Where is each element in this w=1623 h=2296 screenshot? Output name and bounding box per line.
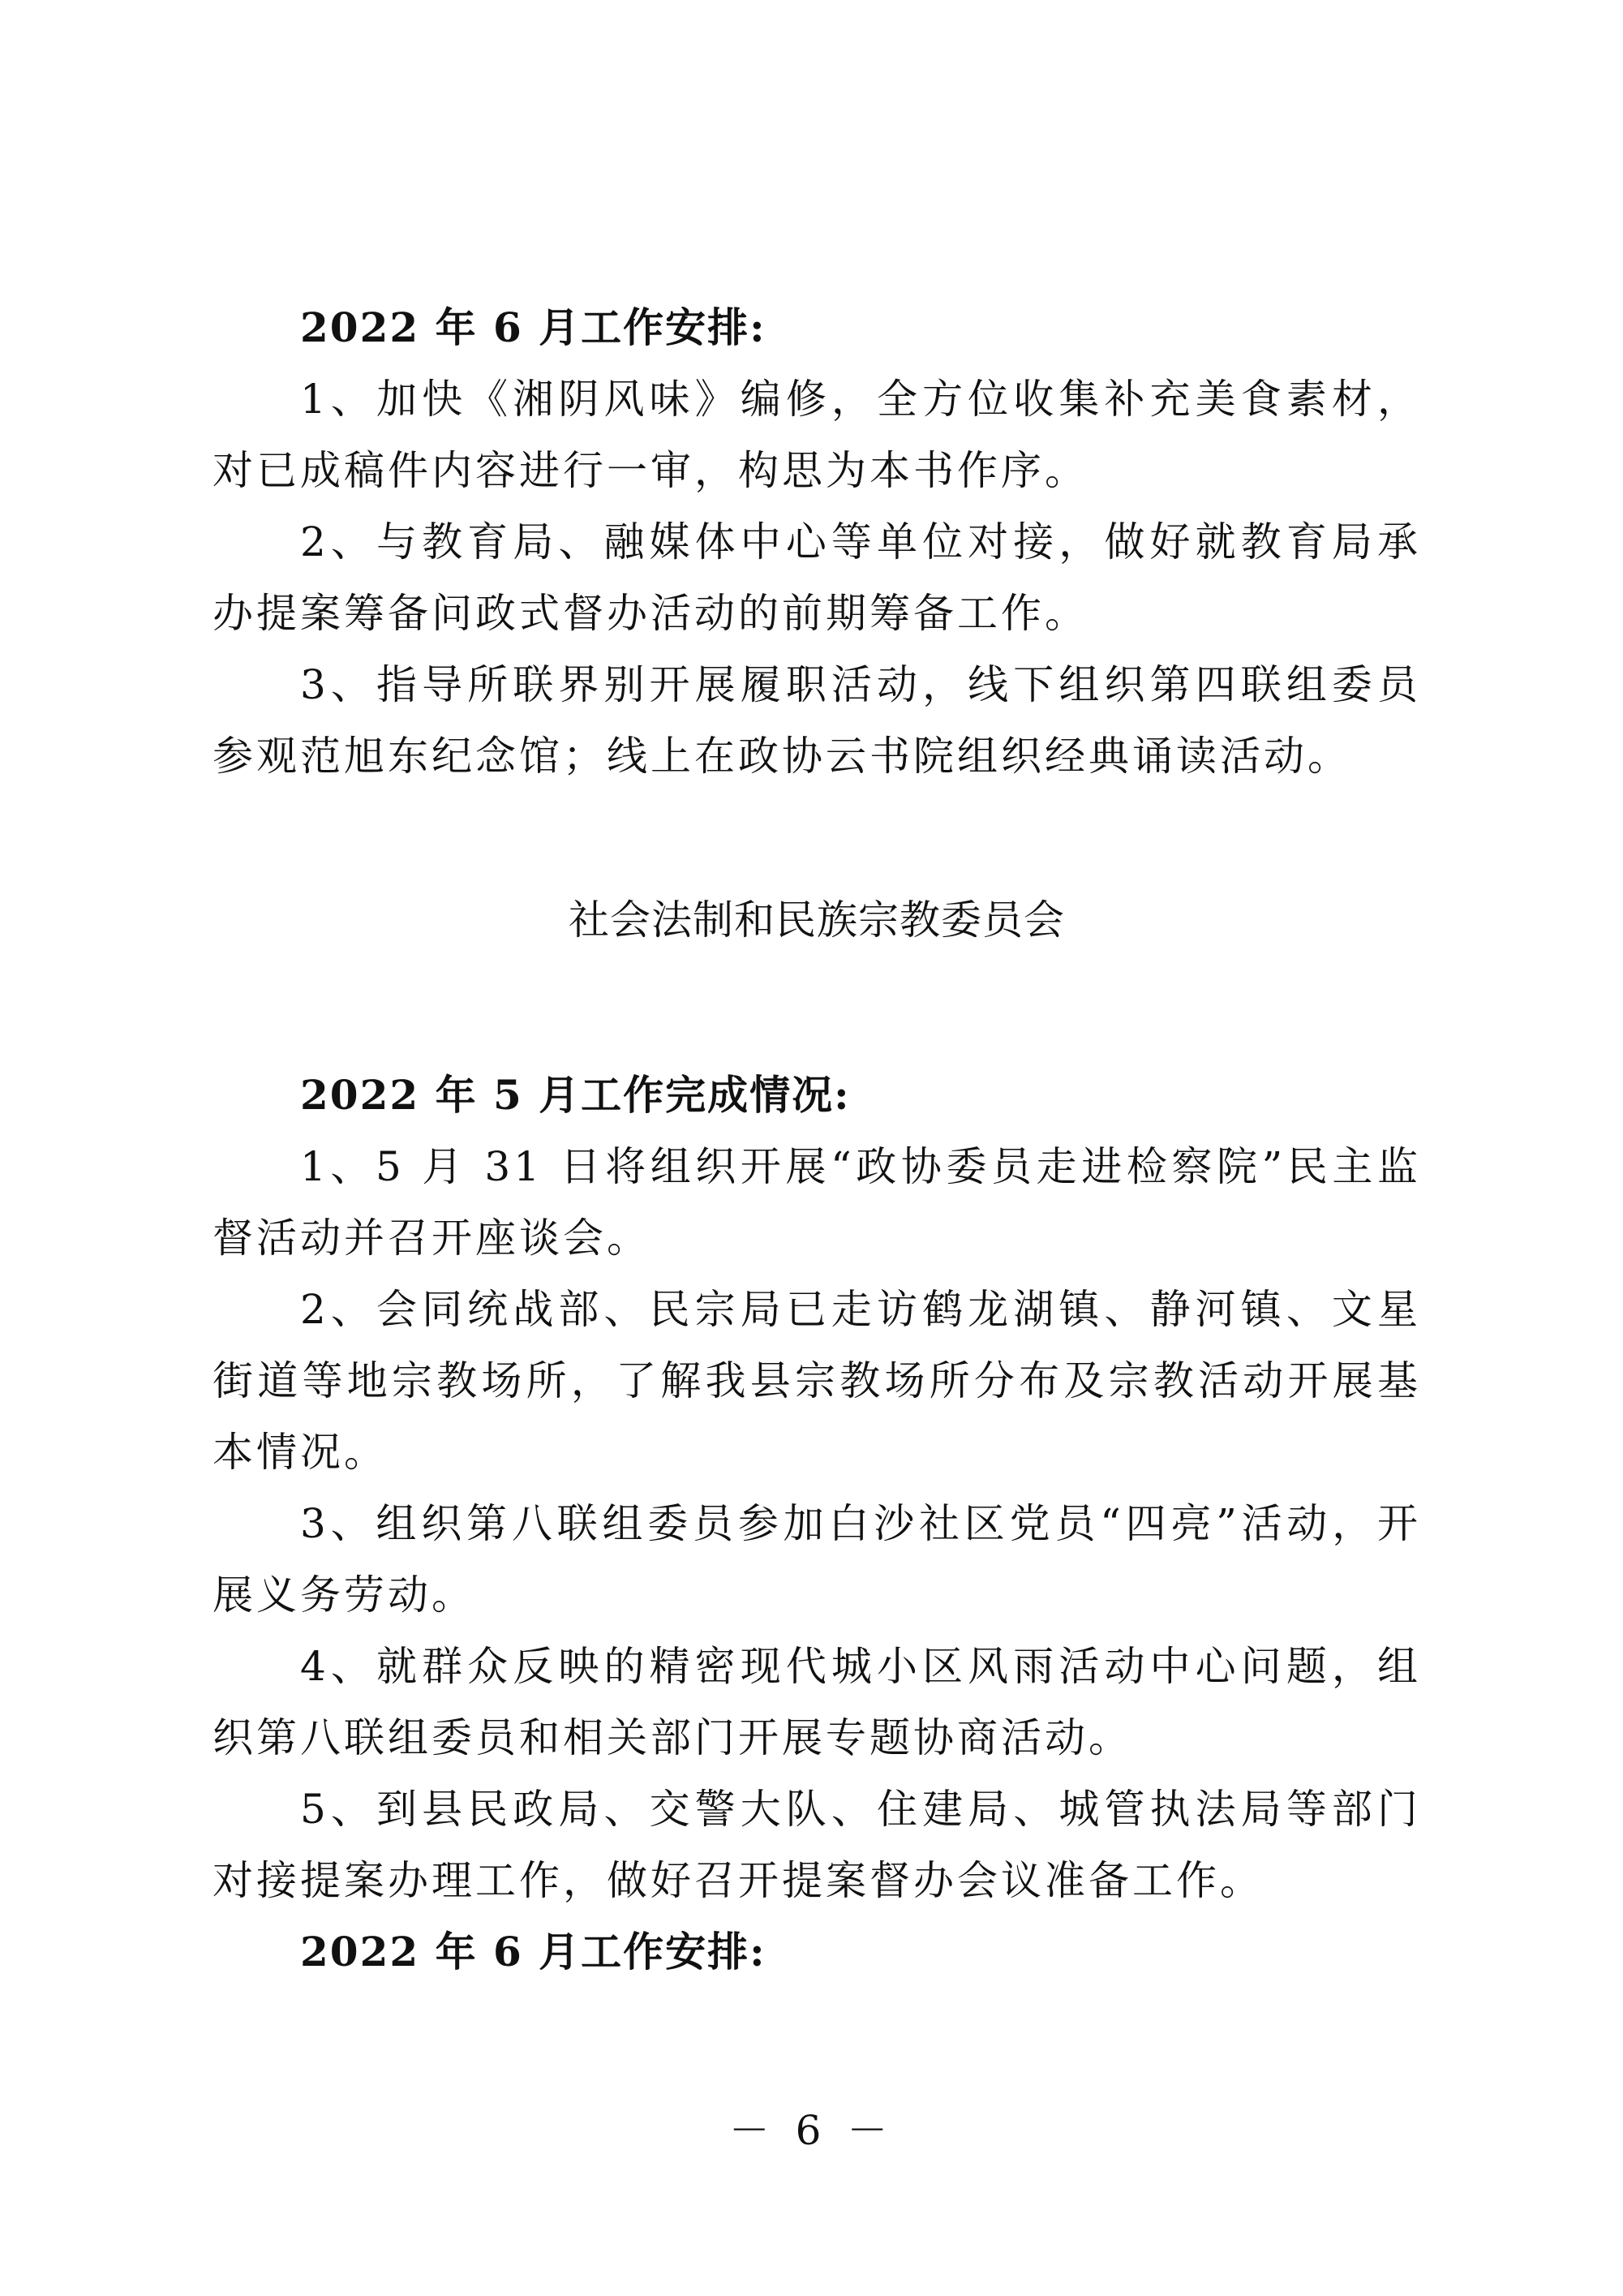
may-report-item-4: 4、就群众反映的精密现代城小区风雨活动中心问题，组织第八联组委员和相关部门开展专题协商活动。	[213, 1643, 1421, 1761]
may-report-item-1: 1、5 月 31 日将组织开展“政协委员走进检察院”民主监督活动并召开座谈会。	[213, 1143, 1421, 1262]
section-title: 社会法制和民族宗教委员会	[569, 896, 1065, 944]
may-report-item-5: 5、到县民政局、交警大队、住建局、城管执法局等部门对接提案办理工作，做好召开提案督办会议准备工作。	[213, 1786, 1421, 1904]
june-plan-item-3: 3、指导所联界别开展履职活动，线下组织第四联组委员参观范旭东纪念馆；线上在政协云书院组织经典诵读活动。	[213, 661, 1421, 780]
june-plan-item-1: 1、加快《湘阴风味》编修，全方位收集补充美食素材，对已成稿件内容进行一审，构思为本书作序。	[213, 376, 1421, 494]
may-report-item-3: 3、组织第八联组委员参加白沙社区党员“四亮”活动，开展义务劳动。	[213, 1500, 1421, 1619]
june-plan-heading: 2022 年 6 月工作安排:	[300, 303, 766, 351]
page-content	[213, 292, 1421, 1988]
spacer	[213, 792, 1421, 884]
june-plan-item-2: 2、与教育局、融媒体中心等单位对接，做好就教育局承办提案筹备问政式督办活动的前期筹备工作。	[213, 518, 1421, 637]
may-report-heading: 2022 年 5 月工作完成情况:	[300, 1071, 851, 1119]
may-report-item-2: 2、会同统战部、民宗局已走访鹤龙湖镇、静河镇、文星街道等地宗教场所，了解我县宗教场所分布及宗教活动开展基本情况。	[213, 1286, 1421, 1476]
page-number: － 6 －	[728, 2107, 895, 2154]
spacer	[213, 956, 1421, 1060]
june-plan-heading-2: 2022 年 6 月工作安排:	[300, 1928, 766, 1976]
